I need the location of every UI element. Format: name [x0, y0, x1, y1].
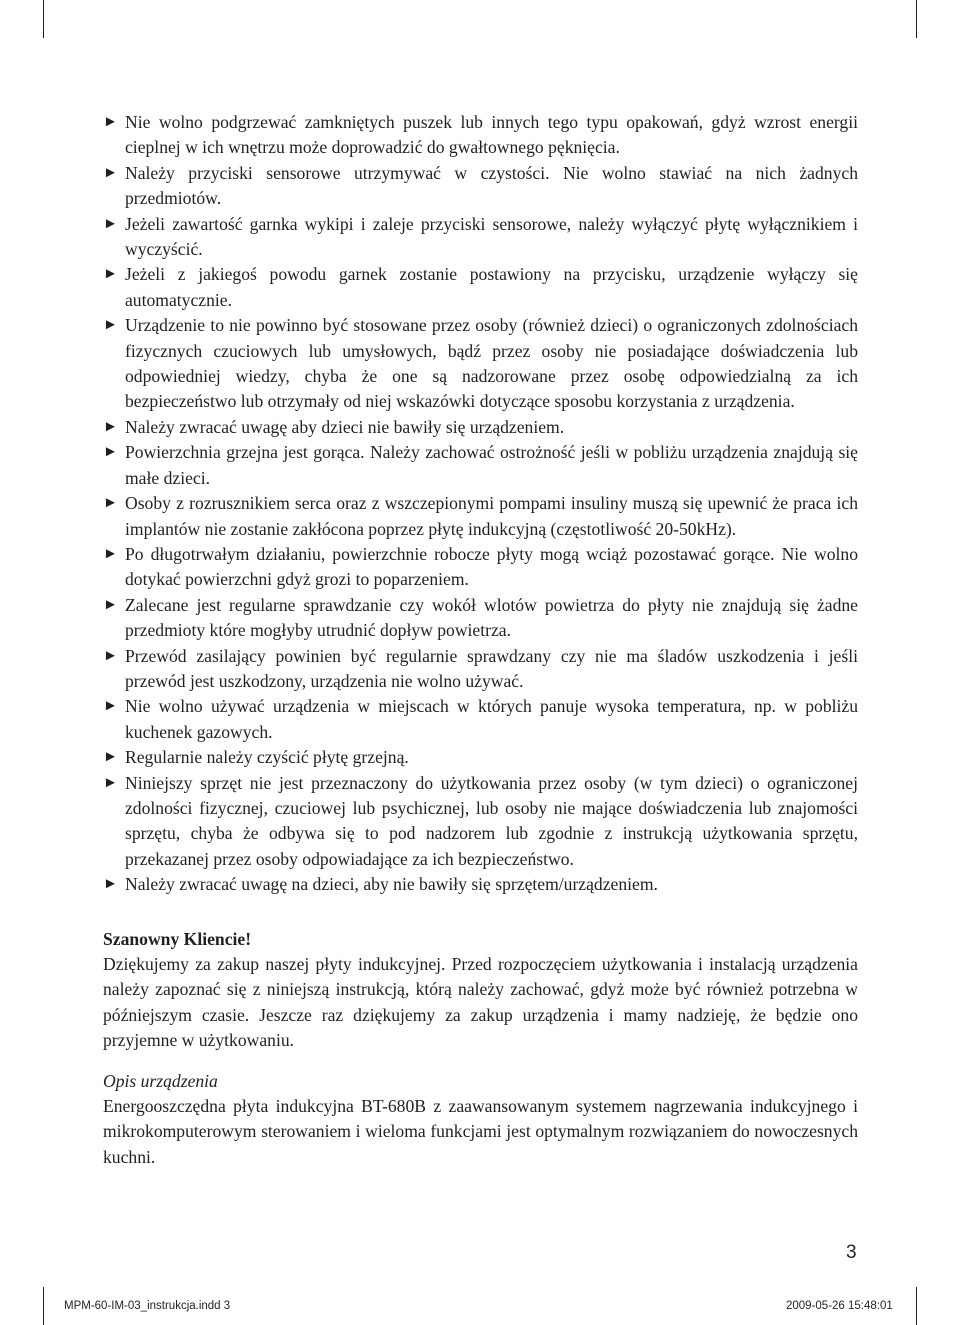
arrow-icon: ►: [103, 876, 118, 893]
safety-bullet-item: [103, 110, 858, 161]
arrow-icon: ►: [103, 164, 118, 181]
safety-bullet-item: [103, 161, 858, 212]
crop-mark-top-left: [43, 0, 44, 38]
bullet-text: Powierzchnia grzejna jest gorąca. Należy zachować ostrożność jeśli w pobliżu urządzenia znajdują się małe dzieci.: [125, 442, 858, 488]
bullet-text: Po długotrwałym działaniu, powierzchnie robocze płyty mogą wciąż pozostawać gorące. Nie wolno dotykać powierzchni gdyż grozi to poparzeniem.: [125, 543, 858, 590]
safety-bullet-item: [103, 262, 858, 313]
arrow-icon: ►: [103, 266, 118, 283]
bullet-text: Należy zwracać uwagę aby dzieci nie bawiły się urządzeniem.: [125, 416, 565, 437]
bullet-text: Przewód zasilający powinien być regularnie sprawdzany czy nie ma śladów uszkodzenia i jeśli przewód jest uszkodzony, urządzenia nie wolno używać.: [125, 645, 858, 691]
bullet-text: Nie wolno używać urządzenia w miejscach w których panuje wysoka temperatura, np. w pobliżu kuchenek gazowych.: [125, 696, 858, 742]
safety-bullet-item: [103, 212, 858, 263]
bullet-text: Urządzenie to nie powinno być stosowane przez osoby (również dzieci) o ograniczonych zdolnościach fizycznych czuciowych lub umysłowych, bądź przez osoby nie posiadające doświadczenia lub odpowiedniej wiedzy, chyba że one są nadzorowane przez osobę odpowiedzialną za ich bezpieczeństwo lub otrzymały od niej wskazówki dotyczące sposobu korzystania z urządzenia.: [125, 315, 858, 412]
arrow-icon: ►: [103, 114, 118, 130]
safety-bullet-item: [103, 593, 858, 644]
arrow-icon: ►: [103, 596, 118, 613]
bullet-text: Niniejszy sprzęt nie jest przeznaczony do użytkowania przez osoby (w tym dzieci) o ograniczonej zdolności fizycznej, czuciowej lub psychicznej, lub osoby nie mające doświadczenia lub znajomości sprzętu, chyba że odbywa się to pod nadzorem lub zgodnie z instrukcją użytkowania sprzętu, przekazanej przez osoby odpowiadające za ich bezpieczeństwo.: [125, 772, 858, 869]
arrow-icon: ►: [103, 215, 118, 232]
arrow-icon: ►: [103, 545, 118, 562]
safety-bullet-item: [103, 872, 858, 897]
safety-bullet-item: [103, 694, 858, 745]
device-description-paragraph: Energooszczędna płyta indukcyjna BT-680B z zaawansowanym systemem nagrzewania indukcyjnego i mikrokomputerowym sterowaniem i wieloma funkcjami jest optymalnym rozwiązaniem do nowoczesnych kuchni.: [103, 1096, 858, 1167]
arrow-icon: ►: [103, 317, 118, 334]
safety-bullet-item: [103, 771, 858, 873]
arrow-icon: ►: [103, 444, 118, 461]
arrow-icon: ►: [103, 495, 118, 512]
safety-bullet-item: [103, 644, 858, 695]
crop-mark-top-right: [916, 0, 917, 38]
greeting-heading: Szanowny Kliencie!: [103, 928, 252, 949]
crop-mark-bottom-right: [916, 1287, 917, 1325]
page-number: 3: [846, 1242, 857, 1263]
safety-bullet-item: [103, 313, 858, 415]
bullet-text: Regularnie należy czyścić płytę grzejną.: [125, 747, 409, 768]
bullet-text: Jeżeli z jakiegoś powodu garnek zostanie postawiony na przycisku, urządzenie wyłączy się automatycznie.: [125, 264, 858, 310]
bullet-text: Należy zwracać uwagę na dzieci, aby nie bawiły się sprzętem/urządzeniem.: [125, 874, 658, 895]
bullet-text: Zalecane jest regularne sprawdzanie czy wokół wlotów powietrza do płyty nie znajdują się żadne przedmioty które mogłyby utrudnić dopływ powietrza.: [125, 594, 858, 641]
safety-bullet-item: [103, 415, 858, 440]
page-content: [103, 110, 858, 1170]
bullet-text: Jeżeli zawartość garnka wykipi i zaleje przyciski sensorowe, należy wyłączyć płytę wyłącznikiem i wyczyścić.: [125, 213, 858, 260]
arrow-icon: ►: [103, 698, 118, 715]
arrow-icon: ►: [103, 647, 118, 664]
greeting-paragraph: Dziękujemy za zakup naszej płyty indukcyjnej. Przed rozpoczęciem użytkowania i instalacją urządzenia należy zapoznać się z niniejszą instrukcją, którą należy zachować, gdyż może być również potrzebna w późniejszym czasie. Jeszcze raz dziękujemy za zakup urządzenia i mamy nadzieję, że będzie ono przyjemne w użytkowaniu.: [103, 954, 858, 1051]
arrow-icon: ►: [103, 749, 118, 766]
arrow-icon: ►: [103, 774, 118, 791]
safety-bullet-item: [103, 745, 858, 770]
safety-bullet-list: [103, 110, 858, 898]
arrow-icon: ►: [103, 418, 118, 435]
bullet-text: Nie wolno podgrzewać zamkniętych puszek lub innych tego typu opakowań, gdyż wzrost energii cieplnej w ich wnętrzu może doprowadzić do gwałtownego pęknięcia.: [125, 112, 858, 158]
footer-timestamp: 2009-05-26 15:48:01: [786, 1300, 893, 1312]
device-description-heading: Opis urządzenia: [103, 1070, 218, 1091]
safety-bullet-item: [103, 440, 858, 491]
safety-bullet-item: [103, 542, 858, 593]
crop-mark-bottom-left: [43, 1287, 44, 1325]
safety-bullet-item: [103, 491, 858, 542]
bullet-text: Należy przyciski sensorowe utrzymywać w czystości. Nie wolno stawiać na nich żadnych przedmiotów.: [125, 162, 858, 209]
bullet-text: Osoby z rozrusznikiem serca oraz z wszczepionymi pompami insuliny muszą się upewnić że praca ich implantów nie zostanie zakłócona poprzez płytę indukcyjną (częstotliwość 20-50kHz).: [125, 493, 858, 539]
footer-filename: MPM-60-IM-03_instrukcja.indd 3: [64, 1300, 231, 1312]
